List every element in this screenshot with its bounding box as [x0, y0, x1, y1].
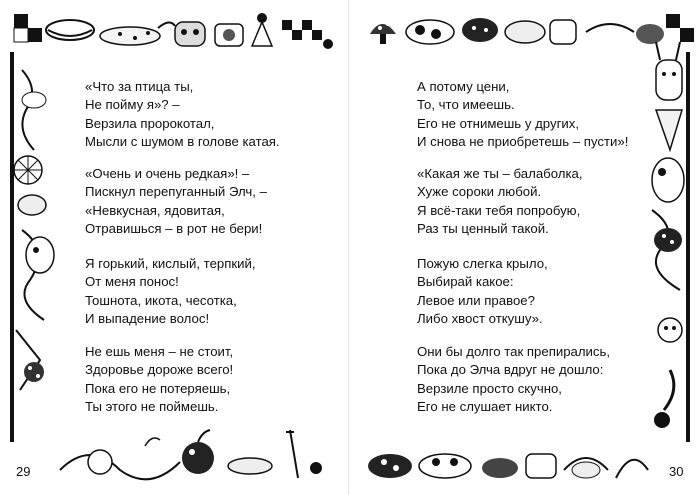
mushroom-top-doodle-icon: [370, 24, 396, 34]
right-page: [350, 0, 700, 495]
poem-line: Пискнул перепуганный Элч, –: [85, 184, 267, 200]
lemon-doodle-icon: [18, 195, 46, 215]
tendril-doodle-icon: [616, 460, 648, 478]
box-doodle-icon: [526, 454, 556, 478]
poem-line: «Очень и очень редкая»! –: [85, 166, 250, 181]
pepper-doodle-icon: [100, 27, 160, 45]
caterpillar-doodle-icon: [406, 20, 454, 44]
left-stanza-3: [85, 255, 256, 329]
creature-doodle-icon: [175, 22, 205, 46]
poem-line: Левое или правое?: [417, 292, 535, 308]
fish-doodle-icon: [652, 158, 684, 202]
right-stanza-4: [417, 343, 610, 417]
fish-skeleton-doodle-icon: [22, 70, 34, 150]
poem-line: Хуже сороки любой.: [417, 184, 542, 200]
poem-line: «Невкусная, ядовитая,: [85, 202, 225, 218]
poem-line: «Какая же ты – балаболка,: [417, 166, 583, 181]
poem-line: Не пойму я»? –: [85, 97, 180, 113]
poem-line: Тошнота, икота, чесотка,: [85, 292, 237, 308]
poem-line: Здоровье дороже всего!: [85, 362, 234, 378]
poem-line: Выбирай какое:: [417, 274, 514, 290]
poem-line: Либо хвост откушу».: [417, 311, 543, 327]
bug-bottom-doodle-icon: [368, 454, 412, 478]
left-stanza-1: [85, 78, 280, 152]
creature-right-doodle-icon: [656, 110, 682, 150]
poem-line: Ты этого не поймешь.: [85, 399, 219, 415]
right-stanza-2: [417, 165, 583, 239]
poem-line: Пока до Элча вдруг не дошло:: [417, 362, 604, 378]
right-stanza-1: [417, 78, 628, 152]
poem-line: И выпадение волос!: [85, 311, 210, 327]
poem-line: И снова не приобретешь – пусти»!: [417, 134, 629, 150]
creature-bottom-doodle-icon: [228, 458, 272, 474]
left-stanza-2: [85, 165, 267, 239]
poem-line: Верзила пророкотал,: [85, 115, 215, 131]
poem-line: Я горький, кислый, терпкий,: [85, 256, 256, 271]
poem-line: Я всё-таки тебя попробую,: [417, 202, 581, 218]
poem-line: Не ешь меня – не стоит,: [85, 344, 234, 359]
poem-line: От меня понос!: [85, 274, 179, 290]
poem-line: Верзиле просто скучно,: [417, 380, 562, 396]
right-page-doodle-border: [350, 0, 700, 495]
right-stanza-3: [417, 255, 548, 329]
poem-line: Раз ты ценный такой.: [417, 221, 549, 237]
poem-line: Они бы долго так препирались,: [417, 344, 611, 359]
mushroom-doodle-icon: [24, 362, 44, 382]
face-doodle-icon: [658, 318, 682, 342]
poem-line: Его не отнимешь у других,: [417, 115, 580, 131]
poem-line: Его не слушает никто.: [417, 399, 553, 415]
frog-doodle-icon: [419, 454, 471, 478]
jar-doodle-icon: [550, 20, 576, 44]
poem-line: Пока его не потеряешь,: [85, 380, 231, 396]
beetle-doodle-icon: [462, 18, 498, 42]
poem-line: То, что имеешь.: [417, 97, 515, 113]
apple-doodle-icon: [182, 442, 214, 474]
poem-line: «Что за птица ты,: [85, 79, 194, 94]
checker-square-icon: [14, 14, 28, 28]
page-number-right: 30: [669, 464, 684, 479]
poem-line: Пожую слегка крыло,: [417, 256, 548, 271]
poem-line: Отравишься – в рот не бери!: [85, 221, 263, 237]
poem-line: А потому цени,: [417, 79, 510, 94]
page-number-left: 29: [16, 464, 31, 479]
squiggle-doodle-icon: [664, 370, 674, 410]
left-stanza-4: [85, 343, 233, 417]
bunny-doodle-icon: [656, 60, 682, 100]
poem-line: Мысли с шумом в голове катая.: [85, 134, 280, 150]
swirl-doodle-icon: [586, 24, 634, 32]
checker-square-icon: [666, 14, 680, 28]
